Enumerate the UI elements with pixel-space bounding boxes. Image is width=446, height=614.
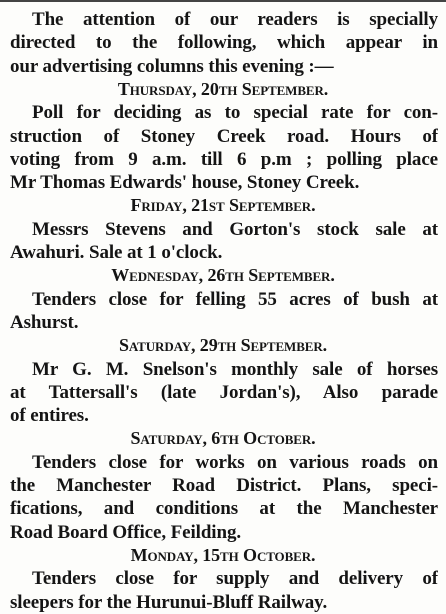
intro-line-2: directed to the following, which appear in bbox=[10, 32, 438, 54]
notice-friday-line-2: Awahuri. Sale at 1 o'clock. bbox=[10, 242, 223, 263]
notice-thursday-line-2: struction of Stoney Creek road. Hours of bbox=[10, 125, 438, 147]
notice-saturday29-line-1: Mr G. M. Snelson's monthly sale of horses bbox=[32, 358, 438, 380]
notice-thursday-line-1: Poll for deciding as to special rate for con- bbox=[32, 102, 438, 124]
notice-saturday6-line-1: Tenders close for works on various roads on bbox=[32, 451, 438, 473]
intro-line-3: our advertising columns this evening :— bbox=[10, 55, 334, 77]
notice-saturday6-line-3: fications, and conditions at the Manchester bbox=[10, 498, 438, 520]
notice-wednesday-line-1: Tenders close for felling 55 acres of bush at bbox=[32, 288, 438, 310]
top-rule bbox=[0, 0, 446, 2]
notice-date-thursday: Thursday, 20th September. bbox=[117, 78, 329, 99]
notice-monday-line-2: sleepers for the Hurunui-Bluff Railway. bbox=[10, 591, 328, 613]
notice-wednesday-line-2: Ashurst. bbox=[10, 311, 79, 333]
notice-saturday29-line-3: of entires. bbox=[10, 405, 89, 427]
notice-date-wednesday: Wednesday, 26th September. bbox=[111, 265, 335, 286]
notice-date-saturday-6: Saturday, 6th October. bbox=[130, 428, 316, 449]
notice-saturday29-line-2: at Tattersall's (late Jordan's), Also parade bbox=[10, 381, 438, 403]
notice-friday-line-1: Messrs Stevens and Gorton's stock sale at bbox=[32, 218, 438, 240]
notice-thursday-line-4: Mr Thomas Edwards' house, Stoney Creek. bbox=[10, 172, 360, 194]
notice-thursday-line-3: voting from 9 a.m. till 6 p.m ; polling place bbox=[10, 148, 438, 170]
notice-saturday6-line-4: Road Board Office, Feilding. bbox=[10, 521, 241, 543]
notice-monday-line-1: Tenders close for supply and delivery of bbox=[32, 568, 438, 590]
notice-date-monday: Monday, 15th October. bbox=[130, 544, 316, 565]
notice-date-friday: Friday, 21st September. bbox=[130, 195, 316, 216]
notice-date-saturday-29: Saturday, 29th September. bbox=[118, 335, 328, 356]
intro-line-1: The attention of our readers is specially bbox=[32, 9, 438, 30]
notice-saturday6-line-2: the Manchester Road District. Plans, speci- bbox=[10, 475, 438, 496]
